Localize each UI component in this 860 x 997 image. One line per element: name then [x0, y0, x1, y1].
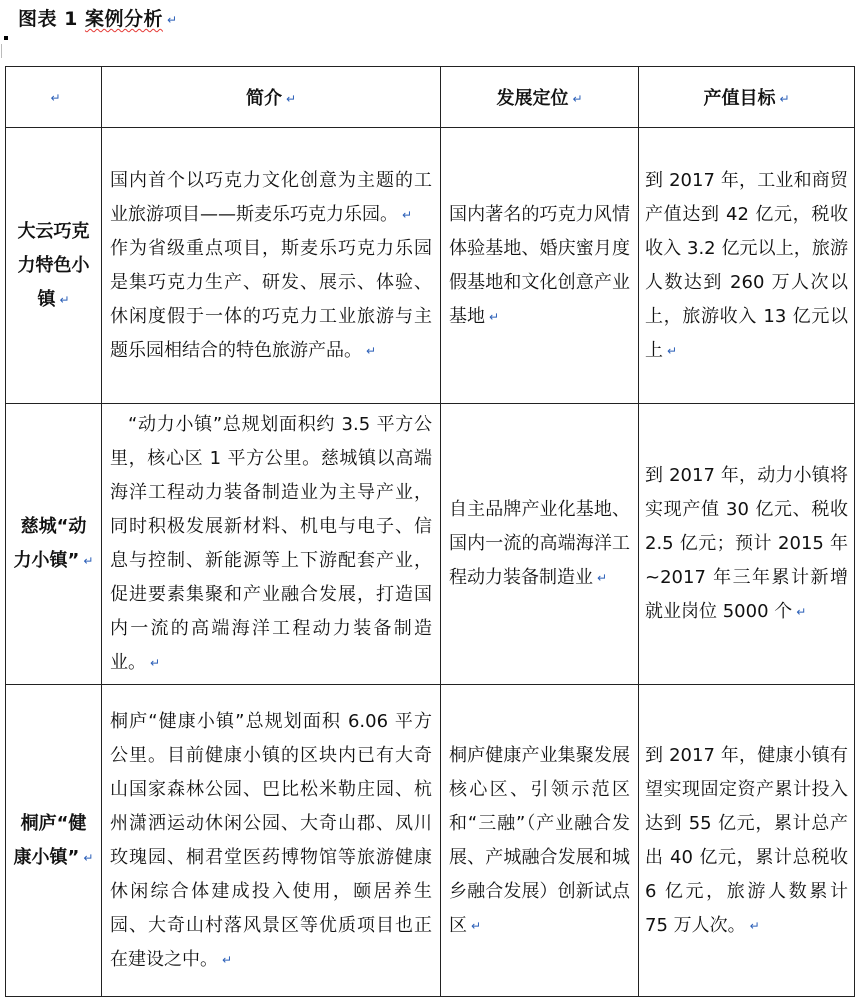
header-row	[6, 67, 855, 128]
table-row	[6, 685, 855, 997]
cell-mark-icon: ↵	[83, 554, 94, 568]
caption-title: 案例分析	[84, 8, 163, 30]
paragraph-mark-icon: ↵	[402, 207, 413, 222]
table-row	[6, 404, 855, 685]
cell-mark-icon: ↵	[667, 343, 678, 358]
cell-mark-icon: ↵	[749, 918, 760, 933]
intro-paragraph: 作为省级重点项目，斯麦乐巧克力乐园是集巧克力生产、研发、展示、体验、休闲度假于一体的巧克力工业旅游与主题乐园相结合的特色旅游产品。 ↵	[110, 237, 432, 361]
cell-mark-icon: ↵	[779, 92, 790, 106]
cell-mark-icon: ↵	[50, 90, 61, 105]
cell-mark-icon: ↵	[222, 952, 233, 967]
town-intro	[102, 128, 441, 404]
case-analysis-table	[5, 66, 855, 997]
cell-mark-icon: ↵	[489, 309, 500, 324]
cursor-mark	[4, 36, 8, 40]
cell-mark-icon: ↵	[471, 918, 482, 933]
town-positioning: 自主品牌产业化基地、国内一流的高端海洋工程动力装备制造业 ↵	[441, 404, 639, 685]
town-positioning: 国内著名的巧克力风情体验基地、婚庆蜜月度假基地和文化创意产业基地 ↵	[441, 128, 639, 404]
caption-prefix: 图表 1	[18, 8, 85, 30]
town-target: 到 2017 年，工业和商贸产值达到 42 亿元，税收收入 3.2 亿元以上，旅游人数达到 260 万人次以上，旅游收入 13 亿元以上 ↵	[639, 128, 855, 404]
cell-mark-icon: ↵	[150, 656, 161, 670]
cell-mark-icon: ↵	[597, 571, 608, 585]
town-name: 慈城“动力小镇” ↵	[6, 404, 102, 685]
intro-paragraph: 桐庐“健康小镇”总规划面积 6.06 平方公里。目前健康小镇的区块内已有大奇山国家森林公园、巴比松米勒庄园、杭州潇洒运动休闲公园、大奇山郡、凤川玫瑰园、桐君堂医药博物馆等旅游健康休闲综合体建成投入使用，颐居养生园、大奇山村落风景区等优质项目也正在建设之中。 ↵	[110, 710, 432, 970]
cell-mark-icon: ↵	[285, 92, 297, 106]
cell-mark-icon: ↵	[83, 850, 94, 865]
town-name: 大云巧克力特色小镇 ↵	[6, 128, 102, 404]
town-positioning: 桐庐健康产业集聚发展核心区、引领示范区和“三融”（产业融合发展、产城融合发展和城乡融合发展）创新试点区 ↵	[441, 685, 639, 997]
paragraph-mark-icon: ↵	[166, 12, 178, 27]
header-target: 产值目标 ↵	[639, 67, 855, 128]
cell-mark-icon: ↵	[796, 605, 807, 619]
cell-mark-icon: ↵	[366, 343, 377, 358]
table-caption	[18, 4, 178, 35]
town-intro	[102, 685, 441, 997]
cell-mark-icon: ↵	[572, 92, 583, 106]
town-intro	[102, 404, 441, 685]
cell-mark-icon: ↵	[59, 292, 70, 307]
intro-paragraph: “动力小镇”总规划面积约 3.5 平方公里，核心区 1 平方公里。慈城镇以高端海洋工程动力装备制造业为主导产业，同时积极发展新材料、机电与电子、信息与控制、新能源等上下游配套产业，促进要素集聚和产业融合发展，打造国内一流的高端海洋工程动力装备制造业。 ↵	[110, 414, 432, 673]
margin-marker	[1, 44, 2, 58]
table-row	[6, 128, 855, 404]
header-empty	[6, 67, 102, 128]
town-target: 到 2017 年，动力小镇将实现产值 30 亿元、税收 2.5 亿元；预计 2015 年~2017 年三年累计新增就业岗位 5000 个 ↵	[639, 404, 855, 685]
header-positioning: 发展定位 ↵	[441, 67, 639, 128]
town-name: 桐庐“健康小镇” ↵	[6, 685, 102, 997]
town-target: 到 2017 年，健康小镇有望实现固定资产累计投入达到 55 亿元，累计总产出 40 亿元，累计总税收 6 亿元，旅游人数累计 75 万人次。 ↵	[639, 685, 855, 997]
header-intro: 简介 ↵	[102, 67, 441, 128]
intro-paragraph: 国内首个以巧克力文化创意为主题的工业旅游项目——斯麦乐巧克力乐园。 ↵	[110, 169, 432, 225]
